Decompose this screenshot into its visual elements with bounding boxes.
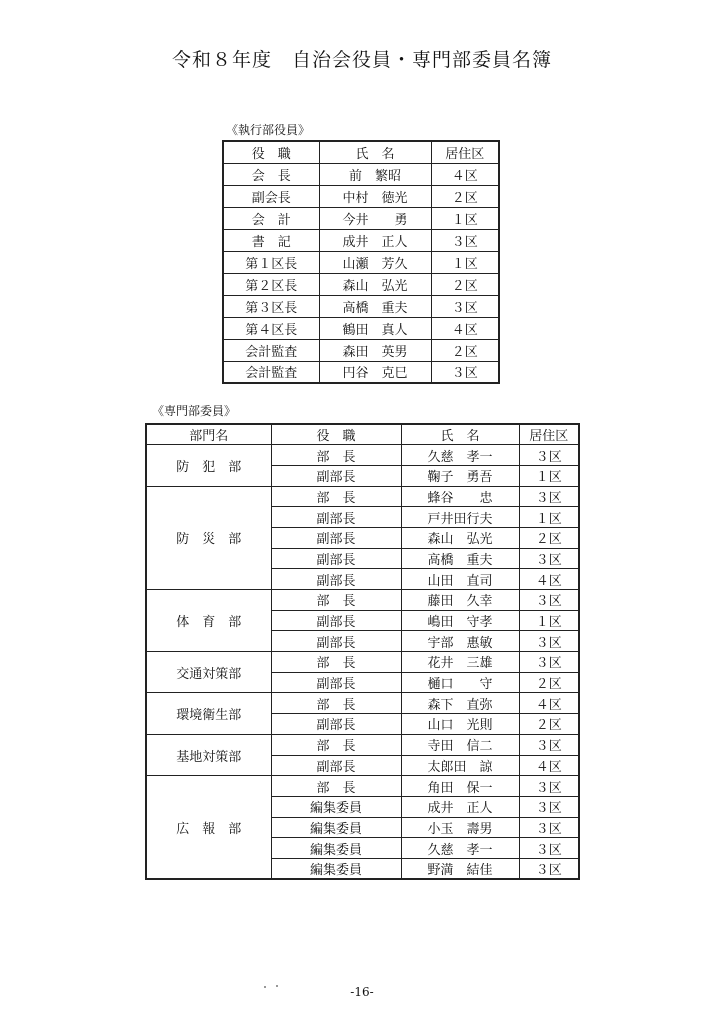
header-district: 居住区 [519, 424, 579, 445]
special-committee-table [145, 423, 580, 880]
department-name-cell: 防 災 部 [146, 486, 271, 589]
district-cell: １区 [519, 465, 579, 486]
role-cell: 部 長 [271, 734, 401, 755]
name-cell: 野満 結佳 [401, 858, 519, 879]
role-cell: 会計監査 [223, 361, 319, 383]
name-cell: 戸井田行夫 [401, 507, 519, 528]
department-name-cell: 基地対策部 [146, 734, 271, 775]
table-row [146, 445, 579, 466]
district-cell: ２区 [431, 273, 499, 295]
district-cell: ３区 [519, 796, 579, 817]
name-cell: 森山 弘光 [319, 273, 431, 295]
district-cell: １区 [519, 610, 579, 631]
name-cell: 円谷 克巳 [319, 361, 431, 383]
role-cell: 第２区長 [223, 273, 319, 295]
name-cell: 成井 正人 [319, 229, 431, 251]
role-cell: 編集委員 [271, 838, 401, 859]
name-cell: 太郎田 諒 [401, 755, 519, 776]
role-cell: 会 計 [223, 207, 319, 229]
department-name-cell: 交通対策部 [146, 652, 271, 693]
name-cell: 藤田 久幸 [401, 590, 519, 611]
district-cell: ３区 [519, 652, 579, 673]
role-cell: 副部長 [271, 527, 401, 548]
role-cell: 編集委員 [271, 858, 401, 879]
table-row [146, 486, 579, 507]
table-header-row [223, 141, 499, 163]
header-role: 役 職 [271, 424, 401, 445]
table-row [146, 734, 579, 755]
name-cell: 寺田 信二 [401, 734, 519, 755]
district-cell: ２区 [431, 185, 499, 207]
name-cell: 久慈 孝一 [401, 838, 519, 859]
district-cell: ３区 [519, 548, 579, 569]
special-section-label: 《専門部委員》 [152, 404, 237, 418]
role-cell: 副部長 [271, 507, 401, 528]
name-cell: 森下 直弥 [401, 693, 519, 714]
executive-table [222, 140, 500, 384]
role-cell: 編集委員 [271, 796, 401, 817]
district-cell: １区 [431, 207, 499, 229]
name-cell: 蜂谷 忠 [401, 486, 519, 507]
district-cell: ４区 [431, 163, 499, 185]
table-row [223, 207, 499, 229]
header-role: 役 職 [223, 141, 319, 163]
role-cell: 副部長 [271, 631, 401, 652]
role-cell: 副部長 [271, 465, 401, 486]
header-name: 氏 名 [319, 141, 431, 163]
department-name-cell: 広 報 部 [146, 776, 271, 879]
district-cell: ２区 [519, 527, 579, 548]
table-row [223, 295, 499, 317]
district-cell: ２区 [431, 339, 499, 361]
role-cell: 第３区長 [223, 295, 319, 317]
district-cell: ３区 [519, 631, 579, 652]
role-cell: 部 長 [271, 776, 401, 797]
district-cell: ２区 [519, 714, 579, 735]
header-name: 氏 名 [401, 424, 519, 445]
table-row [223, 361, 499, 383]
table-row [146, 693, 579, 714]
name-cell: 森山 弘光 [401, 527, 519, 548]
role-cell: 会 長 [223, 163, 319, 185]
table-row [146, 776, 579, 797]
page-number: -16- [350, 985, 374, 999]
role-cell: 第１区長 [223, 251, 319, 273]
name-cell: 成井 正人 [401, 796, 519, 817]
role-cell: 副部長 [271, 548, 401, 569]
district-cell: ４区 [431, 317, 499, 339]
district-cell: ３区 [519, 486, 579, 507]
name-cell: 森田 英男 [319, 339, 431, 361]
table-row [223, 339, 499, 361]
table-row [146, 590, 579, 611]
name-cell: 宇部 惠敏 [401, 631, 519, 652]
district-cell: １区 [519, 507, 579, 528]
table-row [223, 317, 499, 339]
district-cell: ３区 [431, 361, 499, 383]
district-cell: ３区 [519, 776, 579, 797]
name-cell: 山瀬 芳久 [319, 251, 431, 273]
role-cell: 副部長 [271, 755, 401, 776]
role-cell: 部 長 [271, 445, 401, 466]
role-cell: 編集委員 [271, 817, 401, 838]
table-row [146, 652, 579, 673]
district-cell: ２区 [519, 672, 579, 693]
role-cell: 副部長 [271, 569, 401, 590]
district-cell: ３区 [519, 858, 579, 879]
district-cell: ４区 [519, 569, 579, 590]
name-cell: 小玉 壽男 [401, 817, 519, 838]
name-cell: 鶴田 真人 [319, 317, 431, 339]
district-cell: ３区 [519, 734, 579, 755]
name-cell: 高橋 重夫 [401, 548, 519, 569]
district-cell: ３区 [519, 838, 579, 859]
name-cell: 樋口 守 [401, 672, 519, 693]
name-cell: 山口 光則 [401, 714, 519, 735]
table-row [223, 229, 499, 251]
role-cell: 副会長 [223, 185, 319, 207]
role-cell: 部 長 [271, 486, 401, 507]
role-cell: 副部長 [271, 714, 401, 735]
district-cell: ４区 [519, 693, 579, 714]
name-cell: 角田 保一 [401, 776, 519, 797]
table-row [223, 273, 499, 295]
name-cell: 中村 徳光 [319, 185, 431, 207]
page-title: 令和８年度 自治会役員・専門部委員名簿 [171, 49, 552, 71]
table-row [223, 251, 499, 273]
department-name-cell: 体 育 部 [146, 590, 271, 652]
role-cell: 副部長 [271, 610, 401, 631]
name-cell: 花井 三雄 [401, 652, 519, 673]
name-cell: 鞠子 勇吾 [401, 465, 519, 486]
executive-section-label: 《執行部役員》 [226, 123, 311, 137]
role-cell: 第４区長 [223, 317, 319, 339]
district-cell: ３区 [519, 445, 579, 466]
department-name-cell: 環境衛生部 [146, 693, 271, 734]
name-cell: 前 繁昭 [319, 163, 431, 185]
header-department: 部門名 [146, 424, 271, 445]
name-cell: 嶋田 守孝 [401, 610, 519, 631]
role-cell: 書 記 [223, 229, 319, 251]
district-cell: ３区 [519, 817, 579, 838]
district-cell: ４区 [519, 755, 579, 776]
district-cell: ３区 [431, 229, 499, 251]
header-district: 居住区 [431, 141, 499, 163]
role-cell: 部 長 [271, 652, 401, 673]
role-cell: 副部長 [271, 672, 401, 693]
role-cell: 部 長 [271, 693, 401, 714]
name-cell: 高橋 重夫 [319, 295, 431, 317]
district-cell: ３区 [431, 295, 499, 317]
district-cell: １区 [431, 251, 499, 273]
department-name-cell: 防 犯 部 [146, 445, 271, 486]
role-cell: 会計監査 [223, 339, 319, 361]
table-row [223, 185, 499, 207]
table-row [223, 163, 499, 185]
name-cell: 山田 直司 [401, 569, 519, 590]
district-cell: ３区 [519, 590, 579, 611]
role-cell: 部 長 [271, 590, 401, 611]
table-header-row [146, 424, 579, 445]
name-cell: 久慈 孝一 [401, 445, 519, 466]
name-cell: 今井 勇 [319, 207, 431, 229]
